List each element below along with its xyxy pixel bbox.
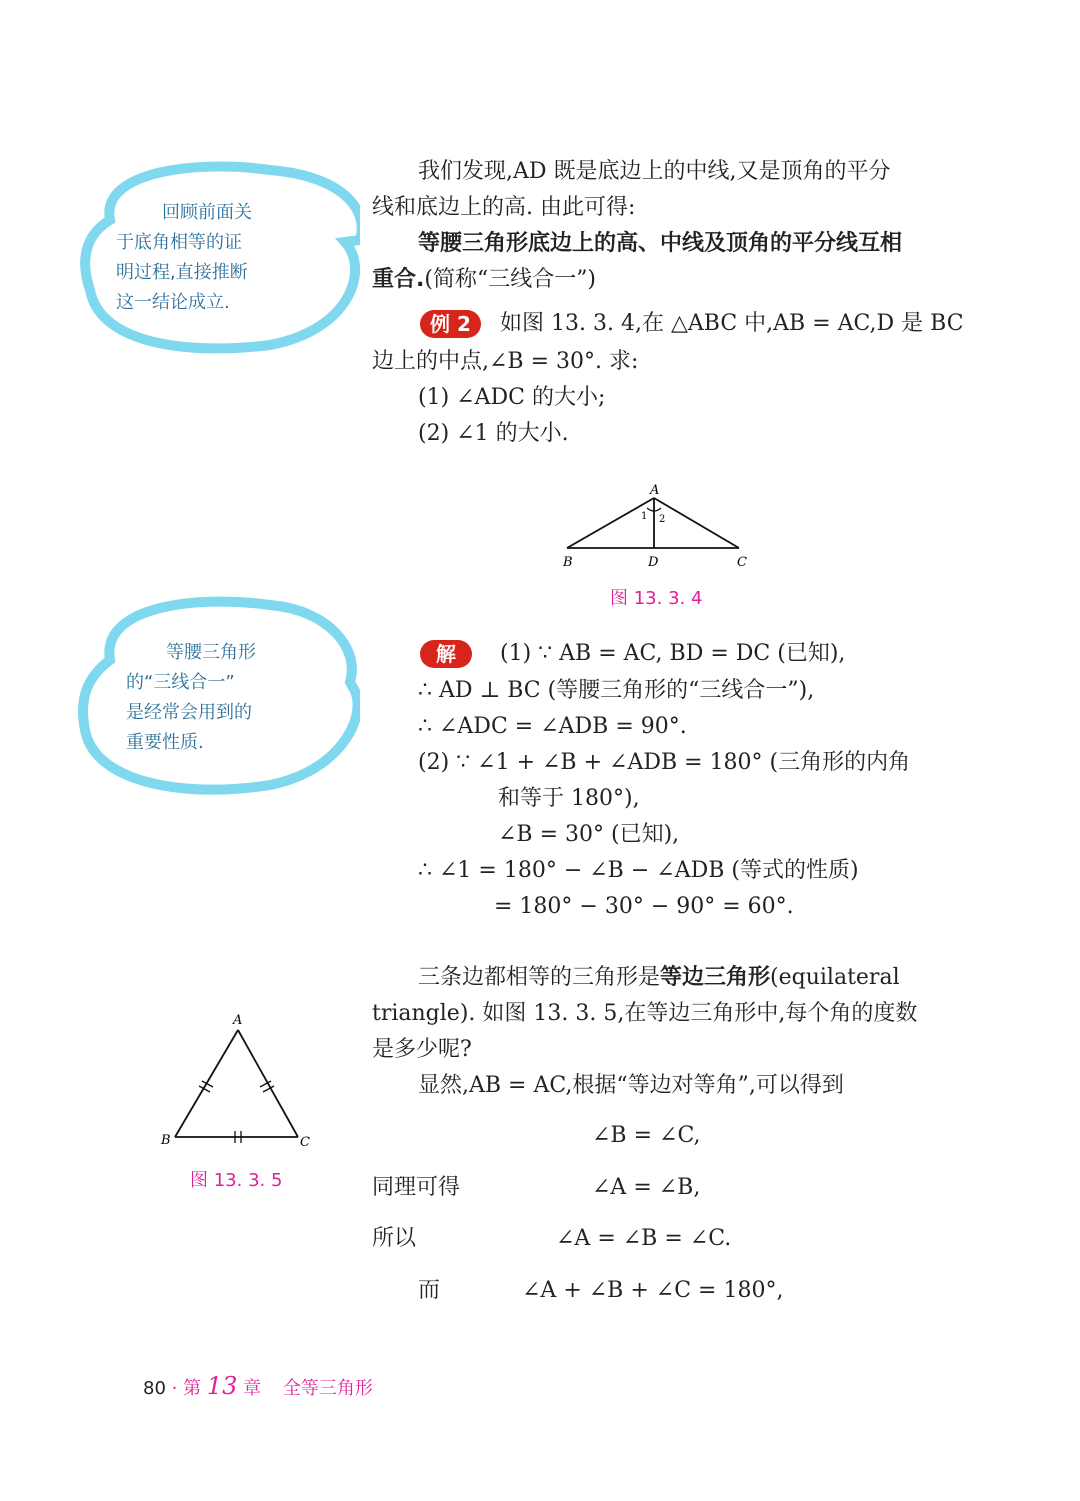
- example-question-1: (1) ∠ADC 的大小;: [418, 385, 606, 410]
- solution-line-8: = 180° − 30° − 90° = 60°.: [494, 894, 794, 919]
- para-1-line-1: 我们发现,AD 既是底边上的中线,又是顶角的平分: [418, 159, 891, 184]
- side-ac: [654, 498, 739, 548]
- label-b: B: [563, 555, 573, 570]
- para-1-line-2: 线和底边上的高. 由此可得:: [372, 195, 636, 220]
- equilateral-term: 等边三角形: [660, 965, 771, 990]
- equilateral-line-1: [418, 960, 900, 996]
- solution-line-1: (1) ∵ AB = AC, BD = DC (已知),: [500, 641, 846, 666]
- equation-3-label: 所以: [372, 1226, 417, 1251]
- label-c: C: [737, 555, 747, 570]
- equation-4-label: 而: [418, 1278, 441, 1303]
- solution-label: 解: [420, 640, 472, 668]
- chapter-suffix: 章: [243, 1378, 262, 1399]
- chapter-title: 全等三角形: [282, 1378, 373, 1399]
- label-a: A: [233, 1013, 243, 1028]
- solution-line-7: ∴ ∠1 = 180° − ∠B − ∠ADB (等式的性质): [418, 858, 859, 883]
- theorem-bold: 重合.: [372, 267, 425, 292]
- note-1-line: 明过程,直接推断: [116, 262, 248, 283]
- note-1-text: [116, 198, 286, 318]
- side-ab: [567, 498, 654, 548]
- theorem-line-2: [372, 262, 596, 298]
- chapter-prefix: 第: [183, 1378, 202, 1399]
- figure-caption-13-3-4: 图 13. 3. 4: [610, 588, 703, 609]
- label-a: A: [650, 483, 660, 498]
- page-number: 80: [143, 1378, 166, 1399]
- footer-separator: ·: [171, 1378, 178, 1399]
- solution-badge: [420, 640, 472, 668]
- note-1-line: 这一结论成立.: [116, 292, 230, 313]
- equilateral-line-3: 是多少呢?: [372, 1037, 472, 1062]
- equilateral-english: (equilateral: [770, 965, 900, 990]
- solution-line-4: (2) ∵ ∠1 + ∠B + ∠ADB = 180° (三角形的内角: [418, 750, 911, 775]
- equation-4: ∠A + ∠B + ∠C = 180°,: [522, 1278, 784, 1303]
- label-b: B: [161, 1133, 171, 1148]
- note-2-line: 等腰三角形: [166, 642, 256, 663]
- equilateral-line-2: triangle). 如图 13. 3. 5,在等边三角形中,每个角的度数: [372, 1001, 918, 1026]
- equation-3: ∠A = ∠B = ∠C.: [556, 1226, 732, 1251]
- figure-13-3-4: [555, 478, 765, 578]
- label-angle-2: 2: [659, 514, 666, 525]
- side-ac: [238, 1030, 298, 1137]
- solution-line-5: 和等于 180°),: [498, 786, 640, 811]
- page-footer: [143, 1372, 373, 1400]
- figure-13-3-5: [155, 1010, 325, 1155]
- example-label: 例 2: [420, 310, 481, 338]
- example-question-2: (2) ∠1 的大小.: [418, 421, 569, 446]
- label-c: C: [300, 1135, 310, 1150]
- equation-1: ∠B = ∠C,: [592, 1123, 701, 1148]
- note-2-text: [126, 638, 286, 758]
- note-2-line: 的“三线合一”: [126, 672, 235, 693]
- equilateral-pre: 三条边都相等的三角形是: [418, 965, 661, 990]
- label-angle-1: 1: [641, 511, 648, 522]
- solution-line-6: ∠B = 30° (已知),: [498, 822, 680, 847]
- theorem-line-1: 等腰三角形底边上的高、中线及顶角的平分线互相: [418, 231, 903, 256]
- solution-line-2: ∴ AD ⊥ BC (等腰三角形的“三线合一”),: [418, 678, 815, 703]
- triangle-abc-diagram: [555, 478, 765, 578]
- note-1-line: 回顾前面关: [162, 202, 252, 223]
- note-2-line: 是经常会用到的: [126, 702, 252, 723]
- example-line-1: 如图 13. 3. 4,在 △ABC 中,AB = AC,D 是 BC: [500, 311, 964, 336]
- note-1-line: 于底角相等的证: [116, 232, 242, 253]
- solution-line-3: ∴ ∠ADC = ∠ADB = 90°.: [418, 714, 687, 739]
- chapter-number: 13: [206, 1372, 238, 1400]
- theorem-abbr: (简称“三线合一”): [424, 267, 597, 292]
- equation-2-label: 同理可得: [372, 1175, 461, 1200]
- label-d: D: [648, 555, 659, 570]
- figure-caption-13-3-5: 图 13. 3. 5: [190, 1170, 283, 1191]
- example-badge: [420, 310, 481, 338]
- equation-2: ∠A = ∠B,: [592, 1175, 701, 1200]
- equilateral-line-4: 显然,AB = AC,根据“等边对等角”,可以得到: [418, 1073, 844, 1098]
- note-2-line: 重要性质.: [126, 732, 204, 753]
- example-line-2: 边上的中点,∠B = 30°. 求:: [372, 349, 639, 374]
- equilateral-triangle-diagram: [155, 1010, 325, 1155]
